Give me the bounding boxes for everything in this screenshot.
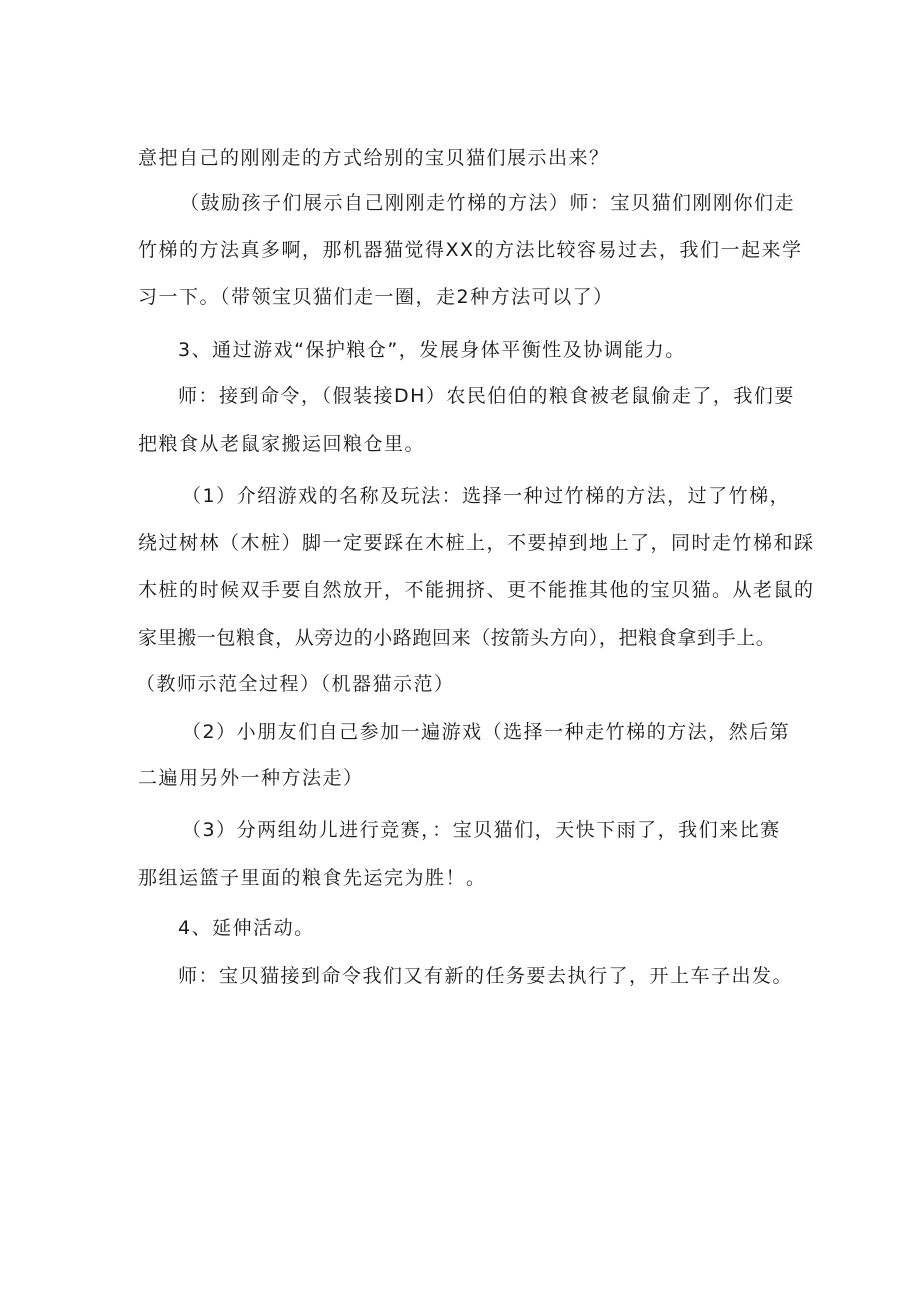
text-line: 3、通过游戏“保护粮仓”，发展身体平衡性及协调能力。: [178, 339, 686, 361]
text-line: （鼓励孩子们展示自己刚刚走竹梯的方法）师：宝贝猫们刚刚你们走: [180, 192, 796, 214]
text-line: （教师示范全过程）（机器猫示范）: [136, 673, 455, 695]
text-line: （1）介绍游戏的名称及玩法：选择一种过竹梯的方法，过了竹梯，: [182, 485, 791, 507]
text-line: 师：接到命令，（假装接DH）农民伯伯的粮食被老鼠偷走了，我们要: [178, 385, 795, 407]
text-line: 竹梯的方法真多啊，那机器猫觉得XX的方法比较容易过去，我们一起来学: [138, 239, 803, 261]
text-line: 把粮食从老鼠家搬运回粮仓里。: [138, 433, 426, 455]
text-line: 木桩的时候双手要自然放开，不能拥挤、更不能推其他的宝贝猫。从老鼠的: [138, 579, 815, 601]
text-line: 师：宝贝猫接到命令我们又有新的任务要去执行了，开上车子出发。: [178, 965, 794, 987]
text-line: 那组运篮子里面的粮食先运完为胜！。: [138, 867, 487, 889]
text-line: 意把自己的刚刚走的方式给别的宝贝猫们展示出来？: [138, 147, 610, 169]
text-line: 二遍用另外一种方法走）: [138, 767, 364, 789]
text-line: （3）分两组幼儿进行竞赛，：宝贝猫们，天快下雨了，我们来比赛: [182, 819, 781, 841]
text-line: 家里搬一包粮食，从旁边的小路跑回来（按箭头方向），把粮食拿到手上。: [138, 627, 776, 649]
text-line: （2）小朋友们自己参加一遍游戏（选择一种走竹梯的方法，然后第: [182, 721, 791, 743]
text-line: 4、延伸活动。: [178, 917, 315, 939]
text-line: 绕过树林（木桩）脚一定要踩在木桩上，不要掉到地上了，同时走竹梯和踩: [138, 532, 815, 554]
text-line: 习一下。（带领宝贝猫们走一圈，走2种方法可以了）: [138, 286, 614, 308]
